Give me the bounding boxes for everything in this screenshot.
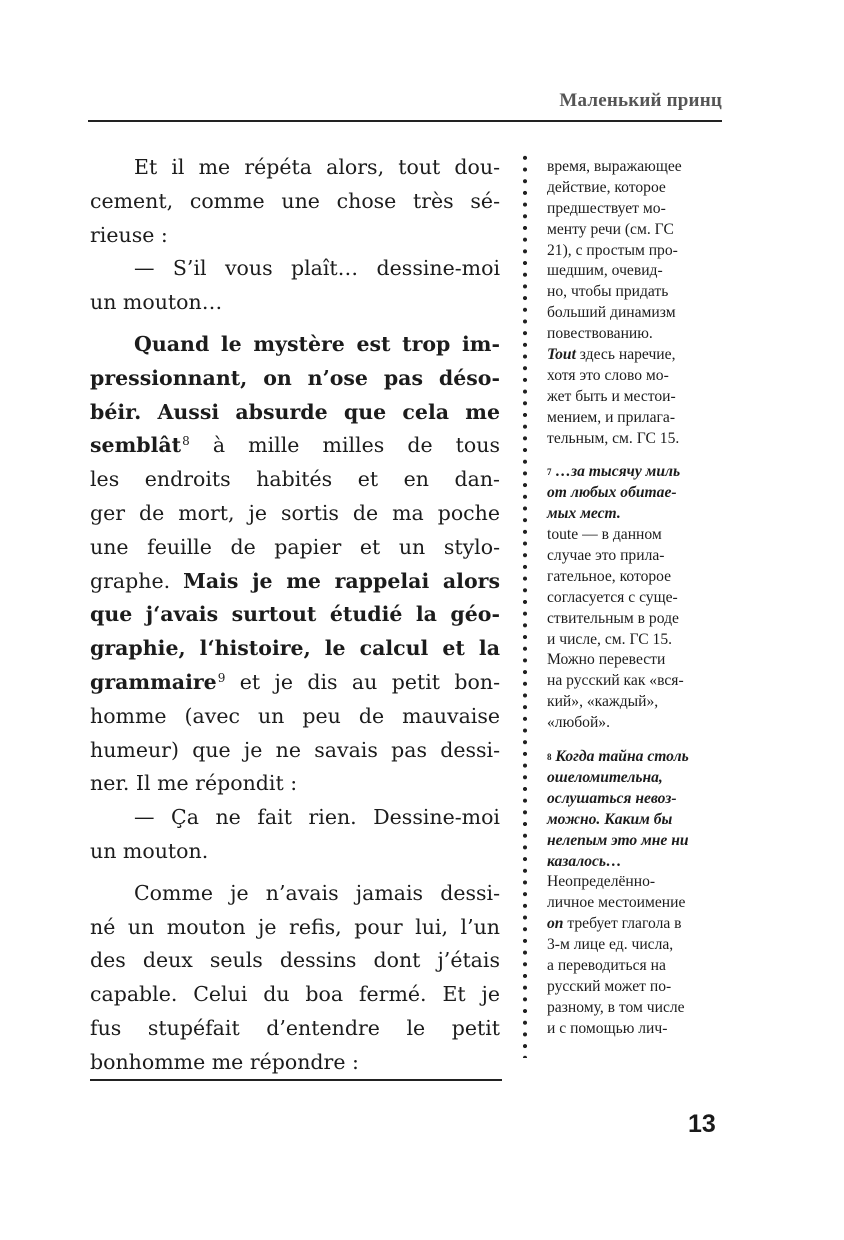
note-heading-line: можно. Каким бы (547, 810, 673, 828)
text-line: né un mouton je refis, pour lui, l’un (90, 914, 500, 939)
note-line: менту речи (см. ГС (547, 220, 674, 238)
note-line (547, 747, 723, 768)
note-line: согласуется с суще- (547, 588, 678, 606)
text-line: des deux seuls dessins dont j’étais (90, 948, 500, 973)
text-span: graphe. (90, 568, 184, 593)
note-number-7: 7 (547, 467, 552, 478)
note-line: разному, в том числе (547, 998, 685, 1016)
text-line: Comme je n’avais jamais dessi- (134, 880, 500, 905)
note-line: жет быть и местои- (547, 387, 676, 405)
bold-text: pressionnant, on n’ose pas déso- (90, 365, 500, 390)
footnote-ref-8: 8 (182, 434, 190, 449)
note-line: ствительным в роде (547, 609, 679, 627)
note-line: 3-м лице ед. числа, (547, 936, 674, 954)
note-heading-line: ослушаться невоз- (547, 789, 677, 807)
note-heading-line: казалось… (547, 852, 622, 870)
note-number-8: 8 (547, 752, 552, 763)
text-line: — S’il vous plaît… dessine-moi (134, 256, 500, 281)
bold-text: semblât (90, 433, 182, 458)
note-heading-line: мых мест. (547, 505, 621, 523)
running-header-title: Маленький принц (559, 90, 722, 111)
note-line: и с помощью лич- (547, 1019, 668, 1037)
text-line: un mouton… (90, 290, 223, 315)
note-line (547, 525, 723, 546)
note-line: случае это прила- (547, 547, 665, 565)
note-line: а переводиться на (547, 956, 666, 974)
bold-text: Mais je me rappelai alors (183, 568, 500, 593)
text-line: ner. Il me répondit : (90, 771, 298, 796)
text-line (90, 362, 500, 396)
text-line: homme (avec un peu de mauvaise (90, 703, 500, 728)
note-line: Можно перевести (547, 651, 666, 669)
bold-text: grammaire (90, 669, 217, 694)
note-line: русский может по- (547, 977, 672, 995)
note-heading: …за тысячу миль (551, 463, 681, 481)
note-line: мением, и прилага- (547, 408, 676, 426)
text-span: здесь наречие, (575, 346, 676, 364)
italic-term: Tout (547, 346, 576, 364)
bold-text: que j‘avais surtout étudié la géo- (90, 602, 500, 627)
note-line: 21), с простым про- (547, 241, 678, 259)
text-line (90, 632, 500, 666)
sidebar-notes-column (547, 157, 723, 1040)
text-line: humeur) que je ne savais pas dessi- (90, 737, 500, 762)
page-number: 13 (688, 1110, 716, 1138)
note-line: Неопределённо- (547, 873, 656, 891)
note-line: повествованию. (547, 325, 653, 343)
text-span: — в данном (578, 526, 662, 544)
note-line: гательное, которое (547, 567, 672, 585)
note-heading-line: ошеломительна, (547, 768, 663, 786)
bold-text: graphie, l‘histoire, le calcul et la (90, 636, 500, 661)
italic-term: on (547, 915, 564, 933)
note-line: и числе, см. ГС 15. (547, 630, 673, 648)
bold-text: Quand le mystère est trop im- (134, 331, 500, 356)
note-line: «любой». (547, 714, 610, 732)
note-line: шедшим, очевид- (547, 262, 663, 280)
header-rule (88, 120, 722, 122)
text-line: ger de mort, je sortis de ma poche (90, 500, 500, 525)
text-line (90, 565, 500, 599)
text-line: cement, comme une chose très sé- (90, 188, 500, 213)
text-line (90, 666, 500, 700)
text-line (90, 598, 500, 632)
footnote-ref-9: 9 (217, 670, 226, 685)
text-line: un mouton. (90, 838, 209, 863)
note-line: хотя это слово мо- (547, 366, 669, 384)
dotted-column-divider (521, 152, 529, 1058)
note-line (547, 345, 723, 366)
text-line (90, 396, 500, 430)
note-line: действие, которое (547, 178, 666, 196)
text-line: Et il me répéta alors, tout dou- (134, 155, 500, 179)
text-line: rieuse : (90, 222, 168, 247)
note-line: личное местоимение (547, 894, 686, 912)
note-heading-line: от любых обитае- (547, 484, 677, 502)
term: toute (547, 526, 579, 544)
note-line: больший динамизм (547, 304, 676, 322)
main-bottom-rule (90, 1079, 502, 1081)
bold-text: béir. Aussi absurde que cela me (90, 399, 500, 424)
note-line: на русский как «вся- (547, 672, 684, 690)
text-line: une feuille de papier et un stylo- (90, 534, 500, 559)
text-span: требует глагола в (563, 915, 682, 933)
note-line: время, выражающее (547, 158, 682, 175)
note-heading-line: нелепым это мне ни (547, 831, 689, 849)
note-heading: Когда тайна столь (551, 748, 689, 766)
text-line: les endroits habités et en dan- (90, 467, 500, 492)
note-line: тельным, см. ГС 15. (547, 429, 680, 447)
note-line: кий», «каждый», (547, 693, 659, 711)
text-line (90, 429, 500, 463)
main-text-column (90, 151, 500, 1080)
text-line (90, 328, 500, 362)
text-line: capable. Celui du boa fermé. Et je (90, 982, 500, 1007)
text-line: bonhomme me répondre : (90, 1049, 359, 1074)
note-line (547, 462, 723, 483)
text-line: — Ça ne fait rien. Dessine-moi (134, 805, 500, 830)
text-span: et je dis au petit bon- (225, 669, 500, 694)
text-span: à mille milles de tous (189, 433, 500, 458)
text-line: fus stupéfait d’entendre le petit (90, 1015, 500, 1040)
note-line: но, чтобы придать (547, 283, 669, 301)
note-line: предшествует мо- (547, 199, 666, 217)
note-line (547, 914, 723, 935)
